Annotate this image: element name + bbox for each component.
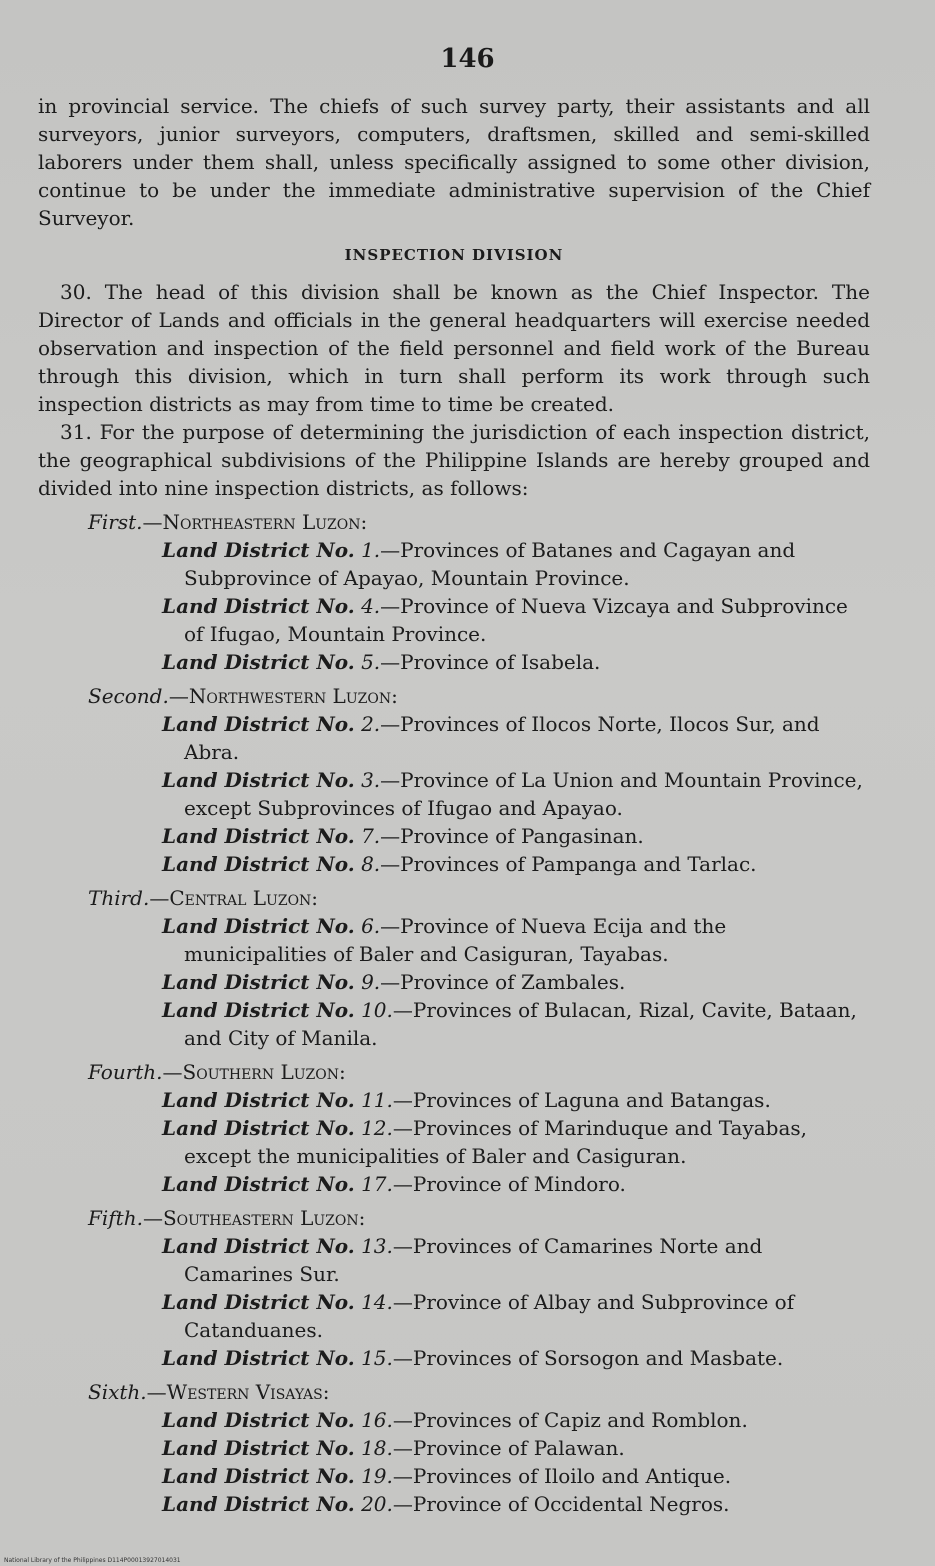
land-district-label: Land District No. bbox=[162, 914, 355, 938]
land-district-label: Land District No. bbox=[162, 1088, 355, 1112]
land-district-number: 13. bbox=[361, 1234, 393, 1258]
region-ordinal: Third. bbox=[88, 886, 150, 910]
paragraph-30: 30. The head of this division shall be known as the Chief Inspector. The Director of Lands and officials in the general headquarters will exercise needed observation and inspection of the field personnel and field work of the Bureau through this division, which in turn shall perform its work through such inspection districts as may from time to time be created. bbox=[38, 280, 870, 416]
land-district-entry bbox=[162, 1406, 870, 1434]
region-heading bbox=[88, 508, 870, 536]
region-ordinal: First. bbox=[88, 510, 143, 534]
land-district-entry bbox=[162, 648, 870, 676]
land-district-entry bbox=[162, 766, 870, 822]
land-district-number: 19. bbox=[361, 1464, 393, 1488]
land-district-description: —Province of Mindoro. bbox=[392, 1172, 626, 1196]
paragraph-31: 31. For the purpose of determining the jurisdiction of each inspection district, the geographical subdivisions of the Philippine Islands are hereby grouped and divided into nine inspection districts, as follows: bbox=[38, 420, 870, 500]
region-ordinal: Second. bbox=[88, 684, 169, 708]
land-district-description: —Provinces of Capiz and Romblon. bbox=[392, 1408, 748, 1432]
land-district-label: Land District No. bbox=[162, 998, 355, 1022]
land-district-number: 5. bbox=[361, 650, 381, 674]
land-district-entry bbox=[162, 592, 870, 648]
intro-paragraph: in provincial service. The chiefs of such survey party, their assistants and all surveyors, junior surveyors, computers, draftsmen, skilled and semi-skilled laborers under them shall, unless specifically assigned to some other division, continue to be under the immediate administrative supervision of the Chief Surveyor. bbox=[38, 94, 870, 230]
land-district-label: Land District No. bbox=[162, 594, 355, 618]
region-area: —Northwestern Luzon: bbox=[168, 684, 398, 708]
region-heading bbox=[88, 884, 870, 912]
land-district-entry bbox=[162, 822, 870, 850]
land-district-entry bbox=[162, 850, 870, 878]
land-district-entry bbox=[162, 1462, 870, 1490]
land-district-number: 1. bbox=[361, 538, 381, 562]
region-ordinal: Sixth. bbox=[88, 1380, 147, 1404]
inspection-districts-list bbox=[38, 508, 870, 1518]
land-district-label: Land District No. bbox=[162, 650, 355, 674]
land-district-number: 4. bbox=[361, 594, 381, 618]
land-district-description: —Provinces of Ilocos Norte, Ilocos Sur, and Abra. bbox=[184, 712, 820, 764]
land-district-entry bbox=[162, 536, 870, 592]
land-district-number: 14. bbox=[361, 1290, 393, 1314]
land-district-number: 15. bbox=[361, 1346, 393, 1370]
region-heading bbox=[88, 1058, 870, 1086]
land-district-description: —Provinces of Pampanga and Tarlac. bbox=[380, 852, 757, 876]
land-district-description: —Provinces of Batanes and Cagayan and Subprovince of Apayao, Mountain Province. bbox=[184, 538, 796, 590]
land-district-number: 2. bbox=[361, 712, 381, 736]
region-ordinal: Fourth. bbox=[88, 1060, 163, 1084]
land-district-label: Land District No. bbox=[162, 1290, 355, 1314]
land-district-label: Land District No. bbox=[162, 1172, 355, 1196]
region-area: —Southeastern Luzon: bbox=[142, 1206, 366, 1230]
land-district-number: 18. bbox=[361, 1436, 393, 1460]
land-district-number: 7. bbox=[361, 824, 381, 848]
land-district-label: Land District No. bbox=[162, 712, 355, 736]
land-district-label: Land District No. bbox=[162, 768, 355, 792]
land-district-label: Land District No. bbox=[162, 1492, 355, 1516]
land-district-entry bbox=[162, 968, 870, 996]
land-district-description: —Province of Zambales. bbox=[380, 970, 626, 994]
land-district-description: —Province of Isabela. bbox=[380, 650, 601, 674]
land-district-description: —Provinces of Iloilo and Antique. bbox=[392, 1464, 732, 1488]
land-district-number: 3. bbox=[361, 768, 381, 792]
land-district-label: Land District No. bbox=[162, 1116, 355, 1140]
land-district-entry bbox=[162, 1288, 870, 1344]
land-district-number: 6. bbox=[361, 914, 381, 938]
land-district-description: —Province of Occidental Negros. bbox=[392, 1492, 730, 1516]
land-district-entry bbox=[162, 1114, 870, 1170]
land-district-entry bbox=[162, 1170, 870, 1198]
land-district-label: Land District No. bbox=[162, 1464, 355, 1488]
land-district-description: —Provinces of Sorsogon and Masbate. bbox=[392, 1346, 784, 1370]
land-district-label: Land District No. bbox=[162, 1346, 355, 1370]
land-district-entry bbox=[162, 1232, 870, 1288]
land-district-number: 20. bbox=[361, 1492, 393, 1516]
land-district-number: 17. bbox=[361, 1172, 393, 1196]
land-district-description: —Province of Albay and Subprovince of Catanduanes. bbox=[184, 1290, 795, 1342]
land-district-label: Land District No. bbox=[162, 1234, 355, 1258]
land-district-entry bbox=[162, 912, 870, 968]
land-district-number: 11. bbox=[361, 1088, 393, 1112]
land-district-entry bbox=[162, 1086, 870, 1114]
land-district-number: 16. bbox=[361, 1408, 393, 1432]
land-district-description: —Province of Pangasinan. bbox=[380, 824, 644, 848]
land-district-entry bbox=[162, 1434, 870, 1462]
land-district-number: 9. bbox=[361, 970, 381, 994]
land-district-description: —Provinces of Camarines Norte and Camarines Sur. bbox=[184, 1234, 763, 1286]
land-district-entry bbox=[162, 1344, 870, 1372]
land-district-entry bbox=[162, 996, 870, 1052]
section-heading: INSPECTION DIVISION bbox=[344, 246, 564, 264]
region-heading bbox=[88, 1204, 870, 1232]
land-district-entry bbox=[162, 710, 870, 766]
page-content bbox=[38, 92, 870, 1518]
land-district-label: Land District No. bbox=[162, 970, 355, 994]
land-district-entry bbox=[162, 1490, 870, 1518]
region-ordinal: Fifth. bbox=[88, 1206, 143, 1230]
land-district-description: —Provinces of Bulacan, Rizal, Cavite, Bataan, and City of Manila. bbox=[184, 998, 857, 1050]
land-district-description: —Province of Nueva Ecija and the municipalities of Baler and Casiguran, Tayabas. bbox=[184, 914, 727, 966]
land-district-label: Land District No. bbox=[162, 1436, 355, 1460]
land-district-label: Land District No. bbox=[162, 824, 355, 848]
region-area: —Central Luzon: bbox=[149, 886, 319, 910]
land-district-description: —Province of Palawan. bbox=[392, 1436, 625, 1460]
region-heading bbox=[88, 1378, 870, 1406]
land-district-label: Land District No. bbox=[162, 538, 355, 562]
land-district-number: 8. bbox=[361, 852, 381, 876]
region-area: —Northeastern Luzon: bbox=[142, 510, 368, 534]
land-district-description: —Provinces of Marinduque and Tayabas, except the municipalities of Baler and Casiguran. bbox=[184, 1116, 808, 1168]
land-district-description: —Province of La Union and Mountain Province, except Subprovinces of Ifugao and Apayao. bbox=[184, 768, 863, 820]
library-footer: National Library of the Philippines D114P00013927014031 bbox=[4, 1557, 181, 1564]
region-area: —Southern Luzon: bbox=[162, 1060, 346, 1084]
land-district-number: 10. bbox=[361, 998, 393, 1022]
land-district-description: —Provinces of Laguna and Batangas. bbox=[392, 1088, 771, 1112]
land-district-label: Land District No. bbox=[162, 1408, 355, 1432]
region-heading bbox=[88, 682, 870, 710]
land-district-label: Land District No. bbox=[162, 852, 355, 876]
land-district-description: —Province of Nueva Vizcaya and Subprovince of Ifugao, Mountain Province. bbox=[184, 594, 848, 646]
page-number: 146 bbox=[440, 44, 495, 74]
region-area: —Western Visayas: bbox=[146, 1380, 330, 1404]
land-district-number: 12. bbox=[361, 1116, 393, 1140]
